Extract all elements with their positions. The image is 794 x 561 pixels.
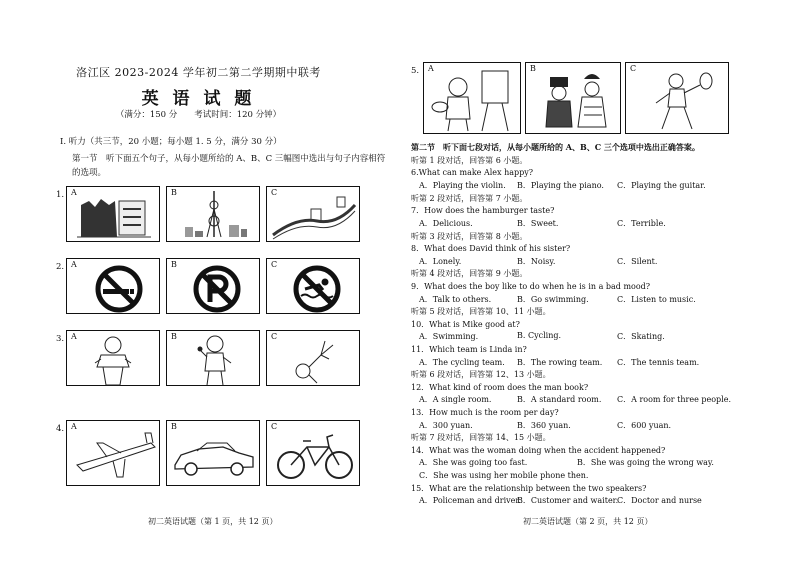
answer-option[interactable]: B．She was going the wrong way.	[577, 458, 714, 468]
answer-option[interactable]: A．Playing the violin.	[419, 181, 506, 191]
page-footer: 初二英语试题（第 1 页，共 12 页）	[148, 517, 278, 526]
answer-option[interactable]: A．A single room.	[419, 395, 492, 405]
question-text: 15．What are the relationship between the two speakers?	[411, 483, 647, 493]
page-footer: 初二英语试题（第 2 页，共 12 页）	[523, 517, 653, 526]
opera-performers-icon	[526, 63, 622, 135]
option-label: C	[271, 332, 278, 341]
question-text: 13．How much is the room per day?	[411, 408, 559, 417]
exam-title-line1: 洛江区 2023-2024 学年初二第二学期期中联考	[76, 66, 321, 79]
option-label: C	[271, 422, 278, 431]
option-label: A	[428, 64, 434, 73]
answer-option[interactable]: A．Lonely.	[419, 256, 462, 266]
dialogue-note: 听第 6 段对话，回答第 12、13 小题。	[411, 370, 551, 380]
option-label: C	[271, 188, 278, 197]
no-swimming-icon	[267, 259, 361, 315]
question-number: 3.	[56, 334, 65, 344]
answer-option[interactable]: C．Silent.	[617, 256, 658, 266]
great-wall-sign-icon	[67, 187, 161, 243]
option-label: C	[630, 64, 637, 73]
answer-option[interactable]: B．Sweet.	[517, 219, 559, 228]
section-listening-header: Ⅰ. 听力（共三节，20 小题；每小题 1. 5 分，满分 30 分）	[60, 137, 282, 147]
q1-option-c[interactable]	[266, 186, 360, 242]
option-label: A	[71, 260, 77, 269]
part1-instructions: 第一节 听下面五个句子，从每小题所给的 A、B、C 三幅图中选出与句子内容相符的选项。	[72, 154, 386, 178]
question-number: 4.	[56, 424, 65, 434]
q3-option-b[interactable]	[166, 330, 260, 386]
answer-option[interactable]: C．The tennis team.	[617, 357, 700, 367]
answer-option[interactable]: C．Playing the guitar.	[617, 181, 706, 191]
answer-option[interactable]: A．300 yuan.	[419, 420, 473, 430]
no-smoking-icon	[67, 259, 161, 315]
singer-with-mic-icon	[167, 331, 261, 387]
answer-option[interactable]: A．She was going too fast.	[419, 458, 528, 468]
car-icon	[167, 421, 261, 487]
option-label: B	[171, 332, 177, 341]
tennis-player-icon	[626, 63, 730, 135]
question-number: 1.	[56, 190, 65, 200]
answer-option[interactable]: C．600 yuan.	[617, 420, 672, 430]
answer-option[interactable]: C．Skating.	[617, 332, 665, 342]
question-text: 8．What does David think of his sister?	[411, 244, 571, 254]
option-label: C	[271, 260, 278, 269]
dialogue-note: 听第 7 段对话，回答第 14、15 小题。	[411, 433, 551, 443]
answer-option[interactable]: B．A standard room.	[517, 395, 602, 405]
q1-option-b[interactable]	[166, 186, 260, 242]
option-label: B	[171, 260, 177, 269]
option-label: A	[71, 332, 77, 341]
option-label: A	[71, 422, 77, 431]
question-text: 6.What can make Alex happy?	[411, 167, 534, 177]
great-wall-icon	[267, 187, 361, 243]
answer-option[interactable]: C．She was using her mobile phone then.	[419, 471, 589, 480]
answer-option[interactable]: C．A room for three people.	[617, 395, 732, 405]
answer-option[interactable]: B．Playing the piano.	[517, 181, 604, 191]
dialogue-note: 听第 2 段对话，回答第 7 小题。	[411, 193, 528, 203]
question-number: 5.	[411, 66, 420, 76]
airplane-icon	[67, 421, 161, 487]
part2-instructions: 第二节 听下面七段对话，从每小题所给的 A、B、C 三个选项中选出正确答案。	[411, 142, 700, 152]
q2-option-b[interactable]	[166, 258, 260, 314]
exam-title: 英 语 试 题	[141, 89, 256, 109]
bicycle-icon	[267, 421, 361, 487]
right-page	[397, 0, 794, 561]
q5-option-a[interactable]	[423, 62, 521, 134]
speaker-at-podium-icon	[67, 331, 161, 387]
option-label: A	[71, 188, 77, 197]
answer-option[interactable]: B．360 yuan.	[517, 420, 571, 430]
painter-icon	[424, 63, 522, 135]
q5-option-c[interactable]	[625, 62, 729, 134]
q4-option-b[interactable]	[166, 420, 260, 486]
answer-option[interactable]: A．The cycling team.	[419, 357, 505, 367]
dialogue-note: 听第 5 段对话，回答第 10、11 小题。	[411, 307, 551, 317]
question-text: 14．What was the woman doing when the accident happened?	[411, 445, 666, 455]
q2-option-c[interactable]	[266, 258, 360, 314]
answer-option[interactable]: A．Policeman and driver.	[419, 496, 521, 506]
answer-option[interactable]: C．Terrible.	[617, 219, 666, 228]
q3-option-c[interactable]	[266, 330, 360, 386]
q4-option-c[interactable]	[266, 420, 360, 486]
answer-option[interactable]: B．Noisy.	[517, 256, 556, 266]
answer-option[interactable]: A．Swimming.	[419, 332, 479, 342]
question-number: 2.	[56, 262, 65, 272]
answer-option[interactable]: B．Customer and waiter.	[517, 496, 619, 506]
no-parking-icon	[167, 259, 261, 315]
q3-option-a[interactable]	[66, 330, 160, 386]
dialogue-note: 听第 1 段对话，回答第 6 小题。	[411, 156, 528, 165]
question-text: 11．Which team is Linda in?	[411, 345, 527, 354]
q4-option-a[interactable]	[66, 420, 160, 486]
answer-option[interactable]: B．Go swimming.	[517, 294, 589, 304]
tv-tower-icon	[167, 187, 261, 243]
answer-option[interactable]: A．Talk to others.	[419, 294, 492, 304]
question-text: 9．What does the boy like to do when he is in a bad mood?	[411, 282, 651, 291]
exam-subtitle: （满分：150 分 考试时间：120 分钟）	[115, 110, 282, 120]
q1-option-a[interactable]	[66, 186, 160, 242]
answer-option[interactable]: B. Cycling.	[517, 331, 562, 341]
q5-option-b[interactable]	[525, 62, 621, 134]
question-text: 7．How does the hamburger taste?	[411, 206, 555, 216]
question-text: 10．What is Mike good at?	[411, 319, 520, 329]
option-label: B	[171, 422, 177, 431]
answer-option[interactable]: A．Delicious.	[419, 219, 473, 228]
dialogue-note: 听第 3 段对话，回答第 8 小题。	[411, 231, 528, 241]
option-label: B	[171, 188, 177, 197]
dialogue-note: 听第 4 段对话，回答第 9 小题。	[411, 269, 528, 279]
answer-option[interactable]: C．Doctor and nurse	[617, 496, 702, 506]
answer-option[interactable]: C．Listen to music.	[617, 294, 696, 304]
dancer-icon	[267, 331, 361, 387]
option-label: B	[530, 64, 536, 73]
question-text: 12．What kind of room does the man book?	[411, 382, 589, 392]
q2-option-a[interactable]	[66, 258, 160, 314]
answer-option[interactable]: B．The rowing team.	[517, 357, 603, 367]
